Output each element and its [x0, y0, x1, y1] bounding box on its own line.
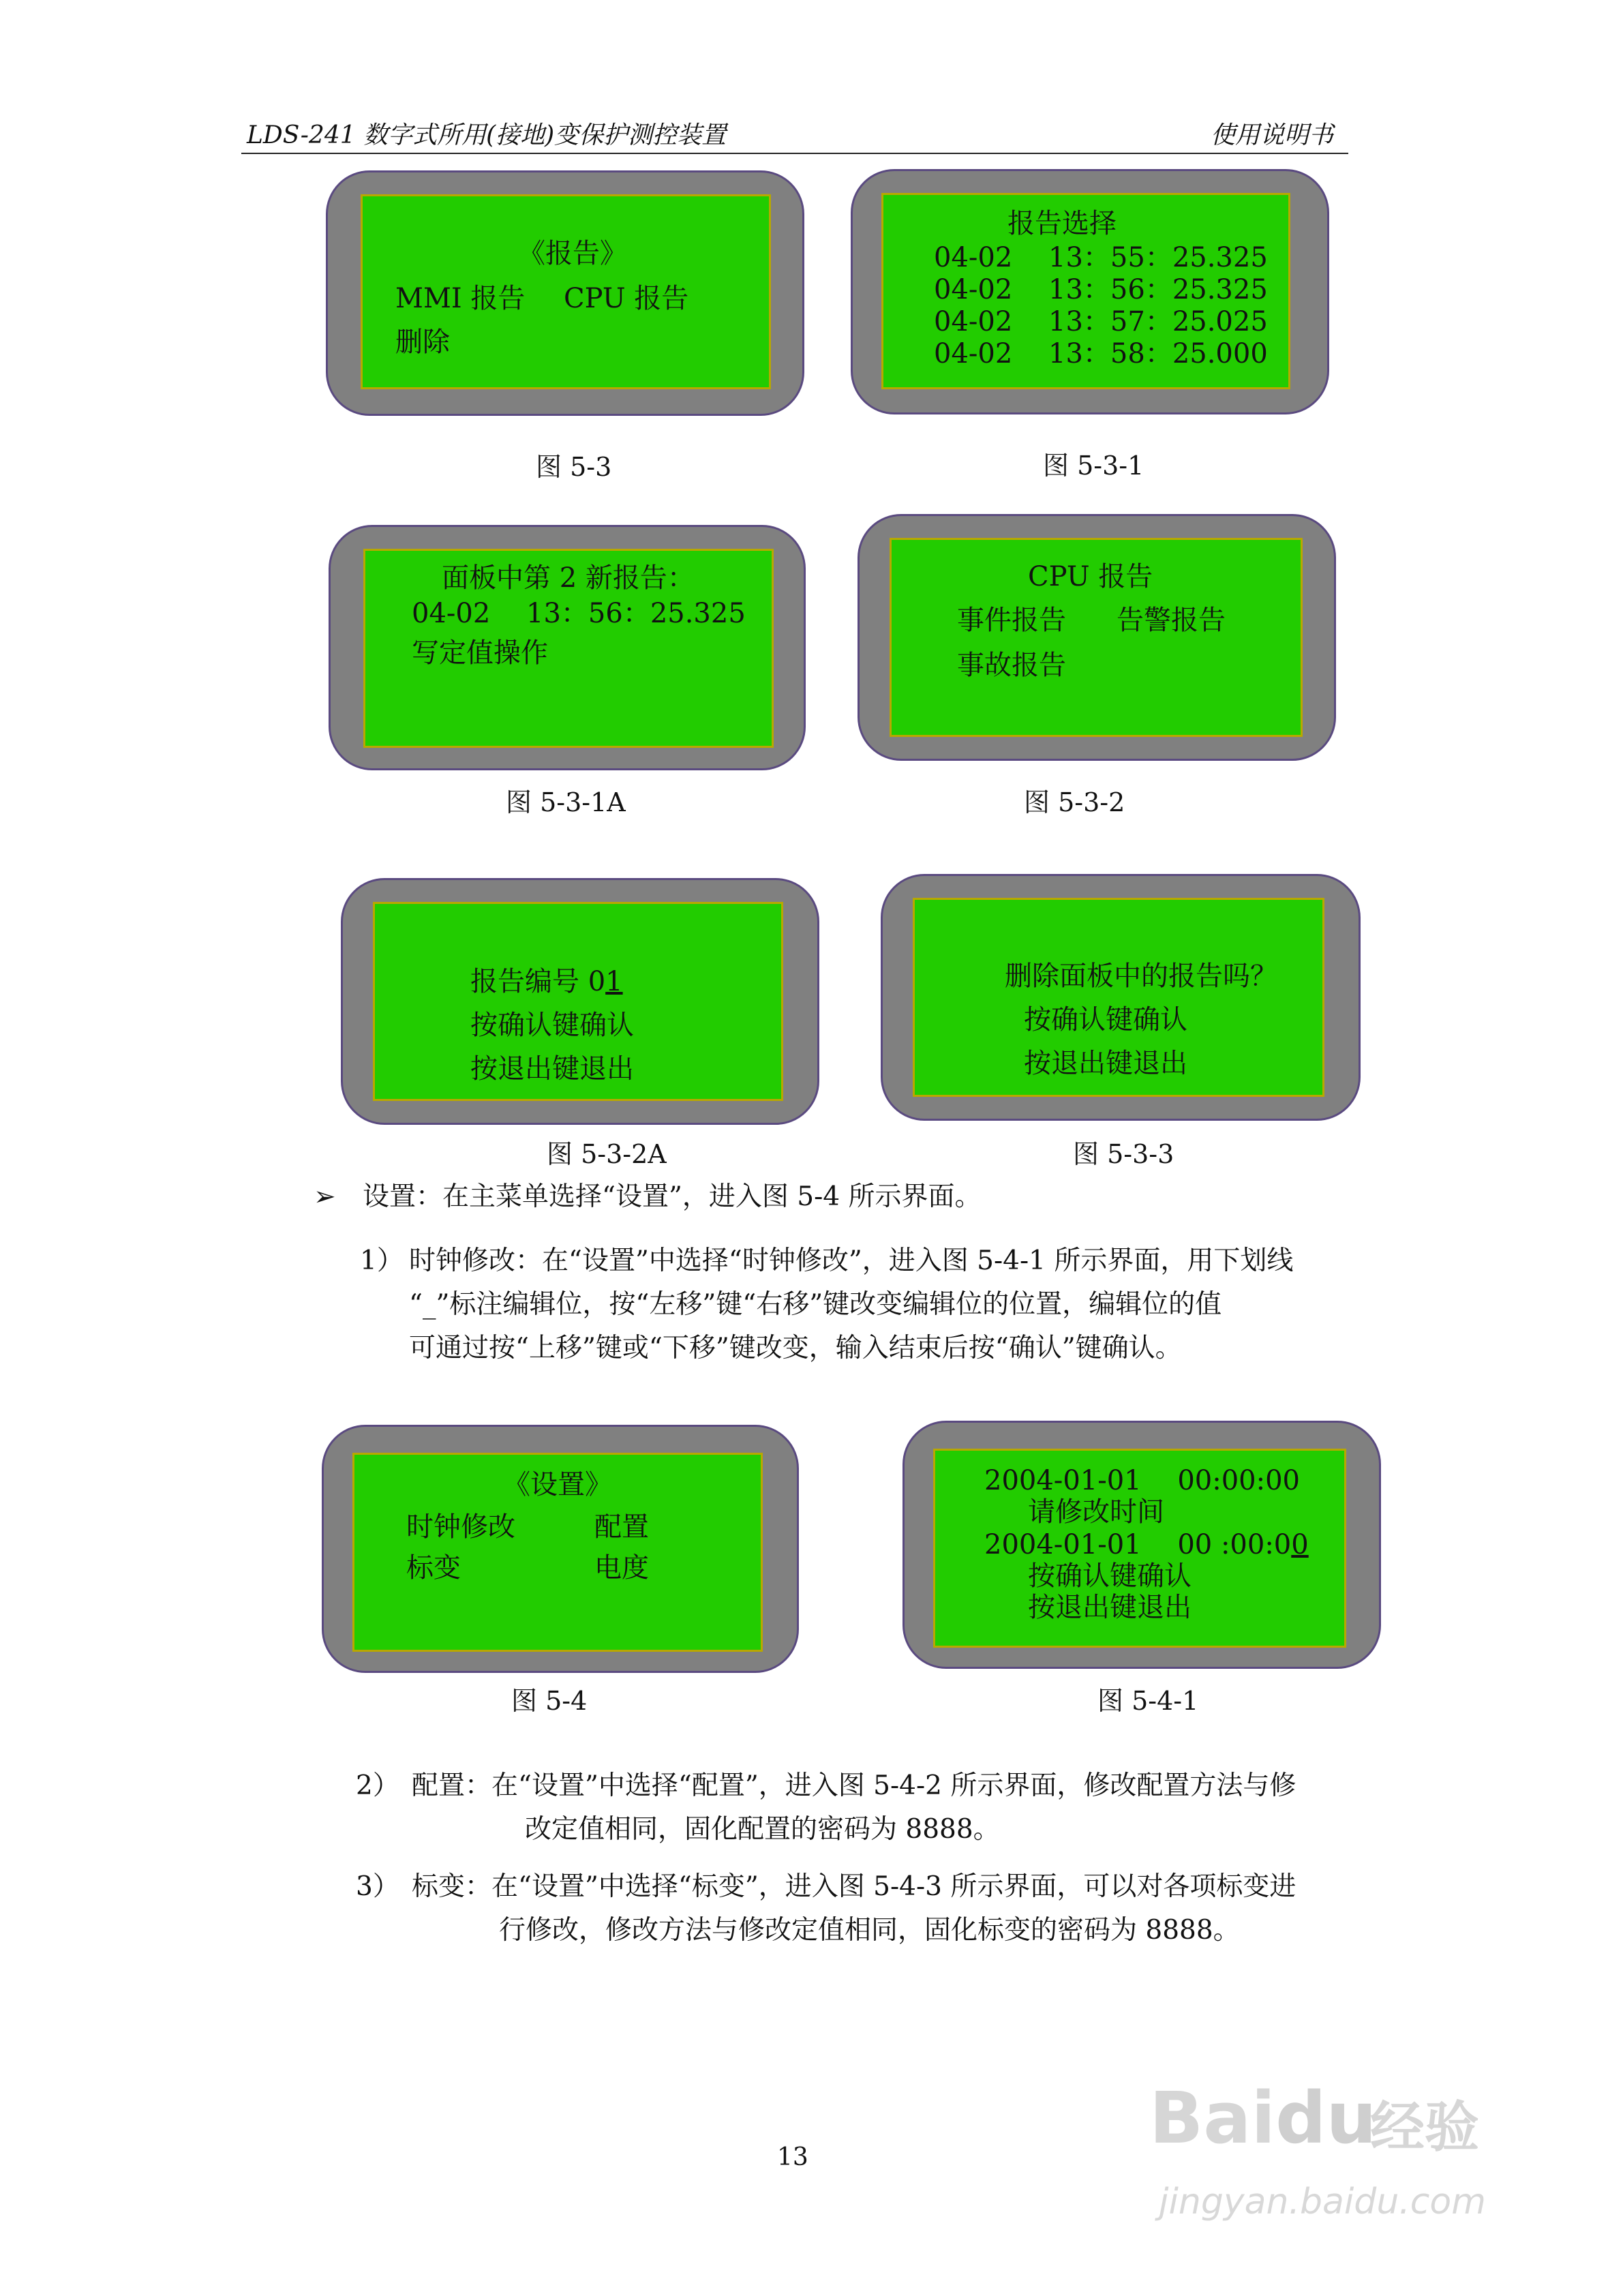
menu-item-config: 配置: [594, 1511, 649, 1543]
lcd-bezel-fig-5-3-1: [851, 169, 1329, 414]
report-row: 04-02 13：57：25.025: [934, 306, 1268, 337]
caption-fig-5-4: 图 5-4: [511, 1686, 588, 1716]
caption-fig-5-3-2: 图 5-3-2: [1024, 787, 1125, 817]
watermark-logo: [1149, 2076, 1377, 2160]
report-row: 04-02 13：56：25.325: [412, 598, 746, 629]
clock-paragraph-line: “_”标注编辑位，按“左移”键“右移”键改变编辑位的位置，编辑位的值: [409, 1289, 1222, 1320]
report-number-edit-digit: 1: [605, 966, 623, 997]
config-paragraph-line: 改定值相同，固化配置的密码为 8888。: [525, 1814, 1000, 1845]
paw-icon: du: [1275, 2076, 1377, 2160]
item-number: 1）: [360, 1245, 404, 1276]
confirm-hint: 按确认键确认: [1028, 1560, 1192, 1592]
edit-time: [984, 1531, 1309, 1558]
caption-fig-5-3: 图 5-3: [536, 452, 612, 482]
menu-item-calibration: 标变: [406, 1552, 461, 1584]
lcd-bezel-fig-5-3-2: [858, 514, 1336, 761]
lcd-bezel-fig-5-3-1a: [329, 525, 806, 770]
delete-question: 删除面板中的报告吗？: [1005, 961, 1277, 992]
lcd-title: 《报告》: [518, 238, 627, 269]
calibration-paragraph-line: 标变：在“设置”中选择“标变”，进入图 5-4-3 所示界面，可以对各项标变进: [412, 1871, 1296, 1902]
menu-item-clock: 时钟修改: [406, 1511, 515, 1543]
setting-paragraph: 设置：在主菜单选择“设置”，进入图 5-4 所示界面。: [363, 1181, 982, 1212]
header-doc-type: 使用说明书: [1211, 121, 1334, 149]
lcd-screen-fig-5-3-2: [890, 538, 1303, 737]
header-title: LDS-241 数字式所用(接地)变保护测控装置: [247, 121, 727, 149]
item-number: 2）: [356, 1770, 399, 1801]
modify-prompt: 请修改时间: [1028, 1496, 1164, 1528]
menu-item-delete: 删除: [395, 327, 450, 358]
report-number-row: [470, 968, 623, 995]
lcd-title: 《设置》: [503, 1469, 612, 1500]
caption-fig-5-4-1: 图 5-4-1: [1097, 1686, 1199, 1716]
watermark-brand: 经验: [1370, 2096, 1479, 2159]
exit-hint: 按退出键退出: [1024, 1048, 1187, 1079]
exit-hint: 按退出键退出: [1028, 1592, 1192, 1623]
report-row: 04-02 13：55：25.325: [934, 242, 1268, 273]
lcd-screen-fig-5-3-1a: [363, 549, 774, 748]
menu-item-event-report: 事件报告: [957, 605, 1066, 636]
lcd-screen-fig-5-3-2a: [373, 902, 783, 1101]
lcd-screen-fig-5-4: [352, 1453, 763, 1652]
lcd-bezel-fig-5-3-3: [881, 874, 1361, 1121]
page-number: 13: [777, 2143, 808, 2171]
confirm-hint: 按确认键确认: [1024, 1004, 1187, 1036]
calibration-paragraph-line: 行修改，修改方法与修改定值相同，固化标变的密码为 8888。: [499, 1915, 1240, 1946]
report-number-label: 报告编号: [470, 966, 588, 997]
item-number: 3）: [356, 1871, 399, 1902]
bullet-icon: ➢: [314, 1181, 336, 1212]
exit-hint: 按退出键退出: [470, 1053, 634, 1085]
edit-time-value: 2004-01-01 00 :00:0: [984, 1529, 1292, 1560]
lcd-screen-fig-5-3: [361, 194, 771, 389]
caption-fig-5-3-3: 图 5-3-3: [1073, 1139, 1174, 1169]
config-paragraph-line: 配置：在“设置”中选择“配置”，进入图 5-4-2 所示界面，修改配置方法与修: [412, 1770, 1296, 1801]
report-number-digit: 0: [588, 966, 606, 997]
watermark-logo-text: Bai: [1149, 2076, 1276, 2160]
lcd-title: CPU 报告: [1028, 561, 1153, 592]
confirm-hint: 按确认键确认: [470, 1010, 634, 1041]
menu-item-cpu-report: CPU 报告: [564, 283, 689, 314]
report-row: 04-02 13：58：25.000: [934, 338, 1268, 369]
menu-item-fault-report: 事故报告: [957, 650, 1066, 681]
lcd-title: 报告选择: [1007, 208, 1117, 239]
edit-time-cursor-digit: 0: [1291, 1529, 1309, 1560]
menu-item-alarm-report: 告警报告: [1117, 605, 1226, 636]
menu-item-energy: 电度: [594, 1552, 649, 1584]
lcd-screen-fig-5-3-3: [913, 898, 1324, 1097]
watermark-url: jingyan.baidu.com: [1159, 2181, 1486, 2222]
caption-fig-5-3-2a: 图 5-3-2A: [547, 1139, 667, 1169]
lcd-bezel-fig-5-4-1: [902, 1421, 1381, 1669]
lcd-bezel-fig-5-3: [326, 170, 804, 416]
clock-paragraph-line: 可通过按“上移”键或“下移”键改变，输入结束后按“确认”键确认。: [409, 1333, 1182, 1363]
header-rule: [241, 153, 1348, 154]
menu-item-mmi-report: MMI 报告: [395, 283, 526, 314]
current-time: 2004-01-01 00:00:00: [984, 1465, 1300, 1496]
caption-fig-5-3-1: 图 5-3-1: [1043, 451, 1144, 481]
report-action: 写定值操作: [412, 637, 548, 669]
clock-paragraph-line: 时钟修改：在“设置”中选择“时钟修改”，进入图 5-4-1 所示界面，用下划线: [409, 1245, 1294, 1276]
lcd-bezel-fig-5-4: [322, 1425, 799, 1673]
lcd-screen-fig-5-4-1: [933, 1449, 1346, 1648]
lcd-screen-fig-5-3-1: [881, 193, 1290, 389]
report-row: 04-02 13：56：25.325: [934, 274, 1268, 305]
lcd-bezel-fig-5-3-2a: [341, 878, 819, 1125]
lcd-title: 面板中第 2 新报告：: [442, 562, 695, 594]
caption-fig-5-3-1a: 图 5-3-1A: [506, 787, 626, 817]
